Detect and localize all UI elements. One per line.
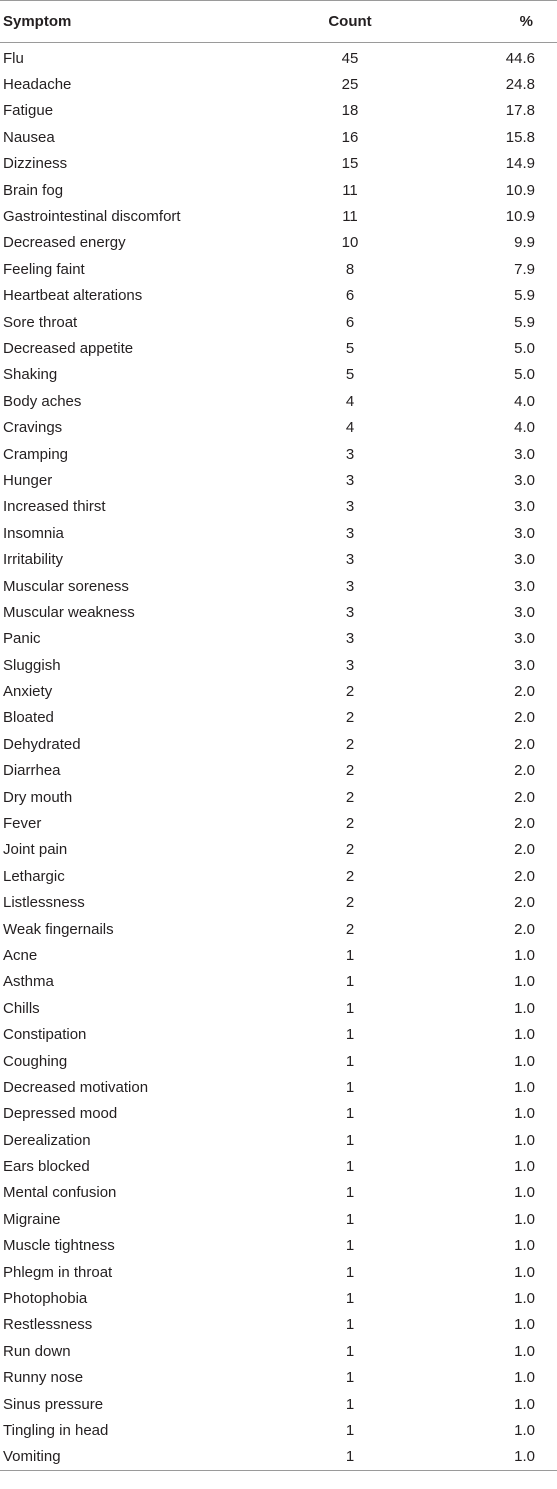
table-row — [0, 916, 557, 942]
cell-count: 1 — [300, 1444, 400, 1471]
cell-percent: 1.0 — [514, 1131, 535, 1149]
cell-count: 1 — [345, 1369, 355, 1387]
cell-symptom: Anxiety — [3, 683, 53, 701]
cell-count: 2 — [345, 788, 355, 806]
cell-percent: 2.0 — [514, 841, 535, 859]
cell-symptom: Runny nose — [3, 1369, 84, 1387]
cell-count: 2 — [345, 762, 355, 780]
cell-count: 1 — [345, 1395, 355, 1413]
cell-count: 2 — [345, 867, 355, 885]
cell-symptom: Mental confusion — [3, 1184, 117, 1202]
cell-percent: 3.0 — [514, 471, 535, 489]
cell-percent: 10.9 — [505, 181, 535, 199]
cell-percent: 5.0 — [514, 366, 535, 384]
cell-count: 45 — [341, 49, 359, 67]
table-row — [0, 626, 557, 652]
cell-percent: 44.6 — [505, 49, 535, 67]
cell-percent: 1.0 — [514, 1316, 535, 1334]
cell-percent: 1.0 — [514, 973, 535, 991]
cell-symptom: Joint pain — [3, 841, 68, 859]
cell-symptom: Vomiting — [0, 1444, 300, 1471]
table-row — [0, 467, 557, 493]
cell-percent: 1.0 — [514, 1290, 535, 1308]
table-row — [0, 837, 557, 863]
table-row — [0, 1101, 557, 1127]
table-row — [0, 758, 557, 784]
table-row — [0, 969, 557, 995]
cell-percent: 5.9 — [514, 313, 535, 331]
table-row — [0, 731, 557, 757]
cell-symptom: Chills — [3, 999, 40, 1017]
cell-percent: 15.8 — [505, 128, 535, 146]
cell-percent: 24.8 — [505, 76, 535, 94]
cell-count: 3 — [345, 551, 355, 569]
cell-symptom: Bloated — [3, 709, 54, 727]
table-row — [0, 71, 557, 97]
cell-count: 3 — [345, 656, 355, 674]
cell-symptom: Headache — [3, 76, 72, 94]
cell-percent: 1.0 — [514, 1210, 535, 1228]
cell-count: 4 — [345, 419, 355, 437]
cell-symptom: Run down — [3, 1342, 71, 1360]
cell-percent: 4.0 — [514, 392, 535, 410]
cell-count: 1 — [345, 1237, 355, 1255]
cell-count: 1 — [345, 1131, 355, 1149]
cell-percent: 3.0 — [514, 656, 535, 674]
cell-symptom: Dizziness — [3, 155, 68, 173]
cell-percent: 1.0 — [514, 1158, 535, 1176]
cell-percent: 3.0 — [514, 630, 535, 648]
cell-count: 6 — [345, 313, 355, 331]
cell-percent: 1.0 — [514, 1395, 535, 1413]
cell-count: 1 — [345, 946, 355, 964]
cell-percent: 2.0 — [514, 683, 535, 701]
cell-percent: 2.0 — [514, 735, 535, 753]
cell-symptom: Phlegm in throat — [3, 1263, 113, 1281]
cell-symptom: Brain fog — [3, 181, 64, 199]
cell-symptom: Sore throat — [3, 313, 78, 331]
cell-symptom: Heartbeat alterations — [3, 287, 143, 305]
cell-symptom: Lethargic — [3, 867, 65, 885]
cell-symptom: Tingling in head — [3, 1422, 109, 1439]
table-row — [0, 678, 557, 704]
cell-symptom: Increased thirst — [3, 498, 106, 516]
cell-symptom: Diarrhea — [3, 762, 61, 780]
cell-percent: 2.0 — [514, 709, 535, 727]
cell-count: 2 — [345, 841, 355, 859]
cell-count: 1 — [345, 1210, 355, 1228]
cell-symptom: Acne — [3, 946, 38, 964]
cell-percent: 1.0 — [514, 1237, 535, 1255]
cell-percent: 5.0 — [514, 339, 535, 357]
table-row — [0, 573, 557, 599]
table-row — [0, 1180, 557, 1206]
cell-percent: 2.0 — [514, 867, 535, 885]
cell-percent: 1.0 — [514, 1184, 535, 1202]
cell-percent: 10.9 — [505, 208, 535, 226]
cell-count: 1 — [345, 999, 355, 1017]
table-row — [0, 230, 557, 256]
cell-count: 3 — [345, 524, 355, 542]
cell-symptom: Depressed mood — [3, 1105, 118, 1123]
table-row — [0, 441, 557, 467]
table-row — [0, 942, 557, 968]
table-row — [0, 863, 557, 889]
table-row — [0, 124, 557, 150]
table-row — [0, 1391, 557, 1417]
cell-symptom: Ears blocked — [3, 1158, 90, 1176]
cell-symptom: Sluggish — [3, 656, 61, 674]
cell-symptom: Fatigue — [3, 102, 54, 120]
cell-symptom: Hunger — [3, 471, 53, 489]
cell-percent: 4.0 — [514, 419, 535, 437]
cell-count: 1 — [345, 1052, 355, 1070]
cell-symptom: Feeling faint — [3, 260, 85, 278]
cell-count: 2 — [345, 894, 355, 912]
table-row — [0, 98, 557, 124]
cell-symptom: Decreased appetite — [3, 339, 134, 357]
cell-percent: 1.0 — [514, 946, 535, 964]
cell-symptom: Dehydrated — [3, 735, 81, 753]
cell-count: 5 — [345, 339, 355, 357]
cell-symptom: Muscular weakness — [3, 603, 135, 621]
header-count: Count — [328, 13, 372, 30]
cell-count: 1 — [345, 1158, 355, 1176]
table-row — [0, 810, 557, 836]
header-percent: % — [519, 13, 533, 30]
table-row — [0, 599, 557, 625]
table-row — [0, 546, 557, 572]
cell-symptom: Gastrointestinal discomfort — [3, 208, 181, 226]
cell-count: 1 — [345, 1105, 355, 1123]
cell-percent: 1.0 — [514, 1105, 535, 1123]
cell-symptom: Body aches — [3, 392, 82, 410]
cell-percent: 1.0 — [400, 1444, 557, 1471]
cell-percent: 1.0 — [514, 1026, 535, 1044]
table-row — [0, 362, 557, 388]
cell-percent: 1.0 — [514, 1052, 535, 1070]
table-header — [0, 1, 557, 43]
table-body — [0, 43, 557, 1471]
cell-percent: 3.0 — [514, 524, 535, 542]
cell-count: 2 — [345, 815, 355, 833]
cell-symptom: Weak fingernails — [3, 920, 114, 938]
cell-percent: 2.0 — [514, 815, 535, 833]
table-row — [0, 43, 557, 72]
cell-symptom: Cramping — [3, 445, 69, 463]
cell-count: 2 — [345, 683, 355, 701]
cell-symptom: Migraine — [3, 1210, 61, 1228]
table-row — [0, 1444, 557, 1471]
cell-count: 2 — [345, 735, 355, 753]
cell-percent: 3.0 — [514, 551, 535, 569]
header-row — [0, 1, 557, 43]
cell-symptom: Muscle tightness — [3, 1237, 115, 1255]
cell-percent: 2.0 — [514, 894, 535, 912]
cell-count: 3 — [345, 498, 355, 516]
cell-count: 1 — [345, 1290, 355, 1308]
cell-percent: 2.0 — [514, 788, 535, 806]
cell-count: 3 — [345, 471, 355, 489]
cell-symptom: Coughing — [3, 1052, 68, 1070]
table-row — [0, 890, 557, 916]
cell-count: 3 — [345, 630, 355, 648]
table-row — [0, 520, 557, 546]
cell-count: 5 — [345, 366, 355, 384]
cell-percent: 3.0 — [514, 445, 535, 463]
table-row — [0, 1312, 557, 1338]
cell-count: 2 — [345, 920, 355, 938]
cell-symptom: Listlessness — [3, 894, 85, 912]
cell-count: 11 — [342, 181, 358, 199]
table-row — [0, 1365, 557, 1391]
table-row — [0, 414, 557, 440]
cell-percent: 1.0 — [514, 1369, 535, 1387]
cell-percent: 1.0 — [514, 1263, 535, 1281]
cell-count: 1 — [345, 1078, 355, 1096]
cell-symptom: Panic — [3, 630, 41, 648]
cell-symptom: Restlessness — [3, 1316, 93, 1334]
cell-percent: 3.0 — [514, 498, 535, 516]
table-row — [0, 256, 557, 282]
table-row — [0, 1338, 557, 1364]
cell-percent: 14.9 — [505, 155, 535, 173]
cell-symptom: Asthma — [3, 973, 54, 991]
cell-percent: 7.9 — [514, 260, 535, 278]
cell-count: 6 — [345, 287, 355, 305]
cell-symptom: Sinus pressure — [3, 1395, 104, 1413]
cell-symptom: Cravings — [3, 419, 63, 437]
cell-count: 1 — [345, 1342, 355, 1360]
cell-percent: 9.9 — [514, 234, 535, 252]
cell-symptom: Decreased energy — [3, 234, 126, 252]
cell-count: 10 — [341, 234, 359, 252]
cell-percent: 2.0 — [514, 920, 535, 938]
cell-symptom: Decreased motivation — [3, 1078, 149, 1096]
cell-symptom: Photophobia — [3, 1290, 88, 1308]
cell-count: 11 — [342, 208, 358, 226]
cell-percent: 1.0 — [514, 1078, 535, 1096]
cell-symptom: Nausea — [3, 128, 55, 146]
table-row — [0, 283, 557, 309]
table-row — [0, 309, 557, 335]
table-row — [0, 494, 557, 520]
cell-count: 15 — [341, 155, 359, 173]
table-row — [0, 1233, 557, 1259]
header-symptom: Symptom — [3, 13, 72, 30]
cell-percent: 1.0 — [514, 1422, 535, 1439]
cell-count: 1 — [345, 1316, 355, 1334]
table-row — [0, 1048, 557, 1074]
table-row — [0, 1417, 557, 1443]
cell-count: 2 — [345, 709, 355, 727]
cell-percent: 3.0 — [514, 577, 535, 595]
table-row — [0, 1285, 557, 1311]
cell-percent: 5.9 — [514, 287, 535, 305]
cell-symptom: Dry mouth — [3, 788, 73, 806]
cell-count: 1 — [345, 1422, 355, 1439]
table-row — [0, 705, 557, 731]
cell-count: 25 — [341, 76, 359, 94]
table-row — [0, 335, 557, 361]
cell-symptom: Derealization — [3, 1131, 91, 1149]
table-row — [0, 388, 557, 414]
table-row — [0, 1021, 557, 1047]
cell-count: 3 — [345, 603, 355, 621]
table-row — [0, 177, 557, 203]
table-row — [0, 1127, 557, 1153]
cell-count: 4 — [345, 392, 355, 410]
cell-count: 1 — [345, 1184, 355, 1202]
cell-symptom: Fever — [3, 815, 42, 833]
cell-symptom: Shaking — [3, 366, 58, 384]
cell-count: 8 — [345, 260, 355, 278]
cell-symptom: Constipation — [3, 1026, 87, 1044]
table-row — [0, 203, 557, 229]
table-row — [0, 784, 557, 810]
table-row — [0, 1074, 557, 1100]
cell-count: 18 — [341, 102, 359, 120]
cell-symptom: Irritability — [3, 551, 64, 569]
cell-count: 3 — [345, 577, 355, 595]
cell-count: 1 — [345, 1026, 355, 1044]
table-row — [0, 652, 557, 678]
cell-percent: 17.8 — [505, 102, 535, 120]
cell-symptom: Insomnia — [3, 524, 64, 542]
cell-symptom: Flu — [3, 49, 24, 67]
table-row — [0, 151, 557, 177]
cell-count: 3 — [345, 445, 355, 463]
table-row — [0, 1259, 557, 1285]
cell-count: 1 — [345, 973, 355, 991]
cell-percent: 3.0 — [514, 603, 535, 621]
cell-symptom: Muscular soreness — [3, 577, 129, 595]
cell-percent: 2.0 — [514, 762, 535, 780]
table-row — [0, 995, 557, 1021]
cell-count: 1 — [345, 1263, 355, 1281]
cell-percent: 1.0 — [514, 1342, 535, 1360]
cell-count: 16 — [341, 128, 359, 146]
table-row — [0, 1206, 557, 1232]
cell-percent: 1.0 — [514, 999, 535, 1017]
table-row — [0, 1153, 557, 1179]
